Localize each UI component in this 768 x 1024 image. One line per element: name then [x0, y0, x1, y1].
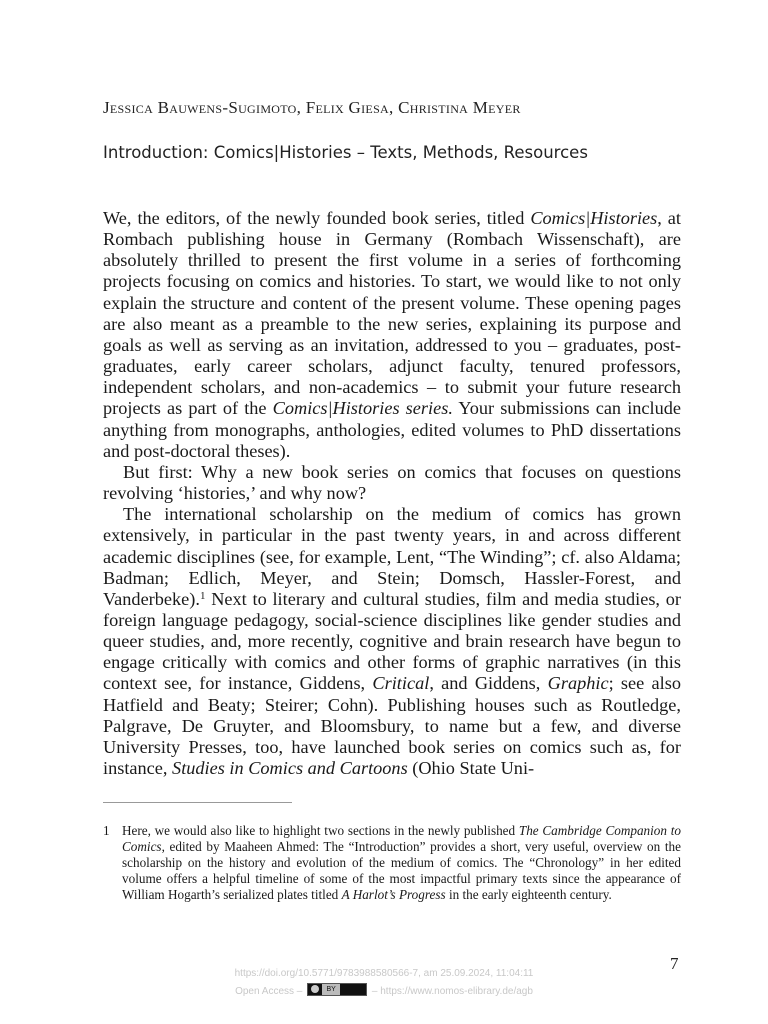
p3-text-b: Next to literary and cultural studies, film and media studies, or foreign language pedagogy, social-science disciplines like gender studies and queer studies, and, more recently, cognitive and brain research have begun to engage critically with comics and other forms of graphic narratives (in this context see, for instance, Giddens, [103, 588, 681, 694]
footnote-reference[interactable]: 1 [199, 589, 206, 602]
p3-italic-series: Studies in Comics and Cartoons [172, 758, 408, 779]
page-number: 7 [670, 954, 679, 973]
fn-text-c: in the early eighteenth century. [445, 887, 612, 902]
footnote [103, 823, 681, 903]
paragraph-2: But first: Why a new book series on comics that focuses on questions revolving ‘histories,’ and why now? [103, 461, 681, 504]
footnote-divider [103, 802, 292, 803]
fn-italic-harlot: A Harlot’s Progress [341, 887, 446, 902]
watermark-doi: https://doi.org/10.5771/9783988580566-7, am 25.09.2024, 11:04:11 [234, 968, 534, 979]
p1-text-b: , at Rombach publishing house in Germany (Rombach Wissenschaft), are absolutely thrilled to present the first volume in a series of forthcoming projects focusing on comics and histories. To start, we would like to not only explain the structure and content of the present volume. These opening pages are also meant as a preamble to the new series, explaining its purpose and goals as well as serving as an invitation, addressed to you – graduates, post-graduates, early career scholars, adjunct faculty, tenured professors, independent scholars, and non-academics – to submit your future research projects as part of the [103, 208, 682, 419]
watermark-url: – https://www.nomos-elibrary.de/agb [371, 986, 533, 997]
p3-text-a: The international scholarship on the medium of comics has grown extensively, in particular in the past twenty years, in and across different academic disciplines (see, for example, Lent, “The Winding”; cf. also Aldama; Badman; Edlich, Meyer, and Stein; Domsch, Hassler-Forest, and Vanderbeke). [103, 504, 681, 609]
p1-series-name: Comics|Histories series. [272, 398, 453, 419]
fn-italic-companion: The Cambridge Companion to Comics [122, 823, 681, 854]
p3-text-d: ; see also Hatfield and Beaty; Steirer; Cohn). Publishing houses such as Routledge, Palgrave, De Gruyter, and Bloomsbury, to name but a few, and diverse University Presses, too, have launched book series on comics such as, for instance, [103, 673, 681, 779]
cc-license-icon [307, 983, 367, 996]
paragraph-3 [103, 504, 681, 779]
fn-text-a: Here, we would also like to highlight two sections in the newly published [122, 823, 519, 838]
paragraph-1 [103, 208, 681, 462]
watermark-license [0, 983, 768, 997]
p3-text-e: (Ohio State Uni- [407, 758, 535, 779]
p1-series-title: Comics|Histories [530, 208, 658, 228]
chapter-title: Introduction: Comics|Histories – Texts, Methods, Resources [103, 143, 588, 162]
p3-italic-graphic: Graphic [547, 673, 609, 694]
cc-by-label: BY [322, 984, 340, 995]
fn-text-b: , edited by Maaheen Ahmed: The “Introduction” provides a short, very useful, overview on the scholarship on the history and evolution of the medium of comics. The “Chronology” in her edited volume offers a helpful timeline of some of the most impactful primary texts since the appearance of William Hogarth’s serialized plates titled [122, 839, 681, 902]
chapter-authors: Jessica Bauwens-Sugimoto, Felix Giesa, Christina Meyer [103, 98, 521, 117]
p1-text-a: We, the editors, of the newly founded book series, titled [103, 208, 531, 228]
body-text [103, 208, 681, 779]
cc-circle-icon [311, 985, 319, 993]
footnote-number: 1 [103, 823, 110, 838]
watermark-open-access: Open Access – [235, 986, 303, 997]
p1-text-c: Your submissions can include anything from monographs, anthologies, edited volumes to PhD dissertations and post-doctoral theses). [103, 398, 681, 461]
footnote-text [122, 823, 681, 903]
p3-text-c: , and Giddens, [429, 673, 548, 694]
p3-italic-critical: Critical [372, 673, 430, 694]
